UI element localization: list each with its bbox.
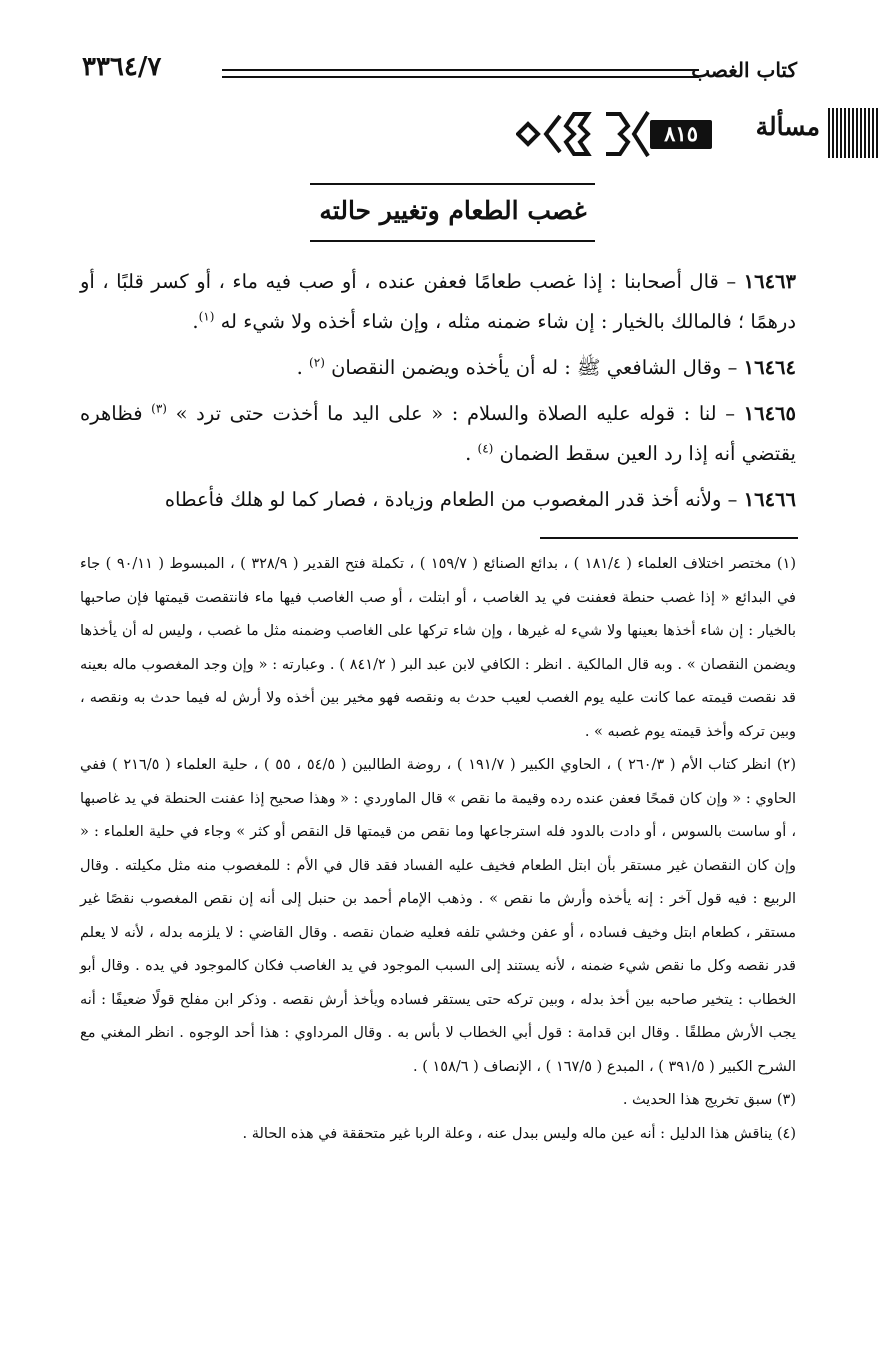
paragraph-16464 <box>80 348 796 388</box>
paragraph-number: ١٦٤٦٥ <box>743 402 796 425</box>
paragraph-number: ١٦٤٦٣ <box>743 270 796 293</box>
footnote-ref: (٢) <box>309 355 325 370</box>
paragraph-text: – ولأنه أخذ قدر المغصوب من الطعام وزيادة ، فصار كما لو هلك فأعطاه <box>164 488 744 511</box>
title-rule-bottom <box>310 240 595 242</box>
header-rule <box>222 69 699 78</box>
hatch-ornament <box>828 108 878 158</box>
title-rule-top <box>310 183 595 185</box>
footnote-4: (٤) يناقش هذا الدليل : أنه عين ماله وليس ببدل عنه ، وعلة الربا غير متحققة في هذه الحالة . <box>242 1125 796 1142</box>
masala-banner <box>516 106 878 162</box>
section-title: غصب الطعام وتغيير حالته <box>319 196 587 225</box>
paragraph-tail: . <box>465 442 478 465</box>
paragraph-text: – وقال الشافعي ﷺ : له أن يأخذه ويضمن النقصان <box>324 356 744 379</box>
geometric-ornament-icon <box>516 106 656 162</box>
footnote-3: (٣) سبق تخريج هذا الحديث . <box>622 1092 796 1108</box>
paragraph-number: ١٦٤٦٤ <box>743 356 796 379</box>
masala-label: مسألة <box>755 112 820 141</box>
footnote-ref: (١) <box>198 309 215 324</box>
masala-number: ٨١٥ <box>650 120 712 149</box>
footnote-divider <box>540 537 798 539</box>
paragraph-text: – قال أصحابنا : إذا غصب طعامًا فعفن عنده ، أو صب فيه ماء ، أو كسر قلبًا ، أو درهمًا ؛ فالمالك بالخيار : إن شاء ضمنه مثله ، وإن شاء أخذه ولا شيء له <box>80 270 796 333</box>
footnotes <box>80 548 796 1151</box>
paragraph-tail: فظاهره يقتضي أنه إذا رد العين سقط الضمان <box>80 402 796 465</box>
paragraph-16466 <box>80 480 796 520</box>
book-title: كتاب الغصب <box>691 58 797 82</box>
paragraph-16465 <box>80 394 796 474</box>
footnote-ref: (٤) <box>477 441 494 456</box>
paragraph-number: ١٦٤٦٦ <box>743 488 796 511</box>
paragraph-text: – لنا : قوله عليه الصلاة والسلام : « على اليد ما أخذت حتى ترد » <box>166 402 744 425</box>
footnote-1: (١) مختصر اختلاف العلماء ( ١٨١/٤ ) ، بدائع الصنائع ( ١٥٩/٧ ) ، تكملة فتح القدير ( ٣٢٨/٩ ) ، المبسوط ( ٩٠/١١ ) جاء في البدائع « إذا غصب حنطة فعفنت في يد الغاصب ، أو ابتلت ، أو صب الغاصب فيها ماء فانتقصت قيمتها فإن صاحبها بالخيار : إن شاء أخذها بعينها ولا شيء له غيرها ، وإن شاء تركها على الغاصب وضمنه مثل ما غصب ، وليس له أن يأخذها ويضمن النقصان » . وبه قال المالكية . انظر : الكافي لابن عبد البر ( ٨٤١/٢ ) . وعبارته : « وإن وجد المغصوب ماله بعينه قد نقصت قيمته عما كانت عليه يوم الغصب لعيب حدث به ونقصه فهو مخير بين أخذه ولا أرش له فيما حدث به ونقصه ، وبين تركه وأخذ قيمته يوم غصبه » . <box>80 556 797 740</box>
footnote-2: (٢) انظر كتاب الأم ( ٢٦٠/٣ ) ، الحاوي الكبير ( ١٩١/٧ ) ، روضة الطالبين ( ٥٤/٥ ، ٥٥ ) ، حلية العلماء ( ٢١٦/٥ ) ففي الحاوي : « وإن كان قمحًا فعفن عنده رده وقيمة ما نقص » قال الماوردي : « وهذا صحيح إذا عفنت الحنطة في يد غاصبها ، أو ساست بالسوس ، أو دادت بالدود فله استرجاعها وما نقص من قيمتها قل النقص أو كثر » وجاء في حلية العلماء : « وإن كان النقصان غير مستقر بأن ابتل الطعام فخيف عليه الفساد فقد قال في الأم : للمغصوب منه مثل مكيلته . وقال الربيع : فيه قول آخر : إنه يأخذه وأرش ما نقص » . وذهب الإمام أحمد بن حنبل إلى أنه إن نقص المغصوب نقصًا غير مستقر ، كطعام ابتل وخيف فساده ، أو عفن وخشي تلفه فعليه ضمان نقصه . وقال القاضي : لا يلزمه بدله ، لأنه لا يعلم قدر نقصه وكل ما نقص شيء ضمنه ، لأنه يستند إلى السبب الموجود في يد الغاصب فكان كالموجود في يده . وقال أبو الخطاب : يتخير صاحبه بين أخذ بدله ، وبين تركه حتى يستقر فساده ويأخذ أرش نقصه . وذكر ابن مفلح قولًا ضعيفًا : أنه يجب الأرش مطلقًا . وقال ابن قدامة : قول أبي الخطاب لا بأس به . وقال المرداوي : هذا أحد الوجوه . انظر المغني مع الشرح الكبير ( ٣٩١/٥ ) ، المبدع ( ١٦٧/٥ ) ، الإنصاف ( ١٥٨/٦ ) . <box>80 757 796 1075</box>
paragraph-tail: . <box>192 310 199 333</box>
paragraph-16463 <box>80 262 796 342</box>
page-reference: ٣٣٦٤/٧ <box>82 52 162 82</box>
footnote-ref: (٣) <box>151 401 167 416</box>
paragraph-tail: . <box>296 356 310 379</box>
running-header <box>82 52 797 92</box>
main-text <box>80 262 796 526</box>
